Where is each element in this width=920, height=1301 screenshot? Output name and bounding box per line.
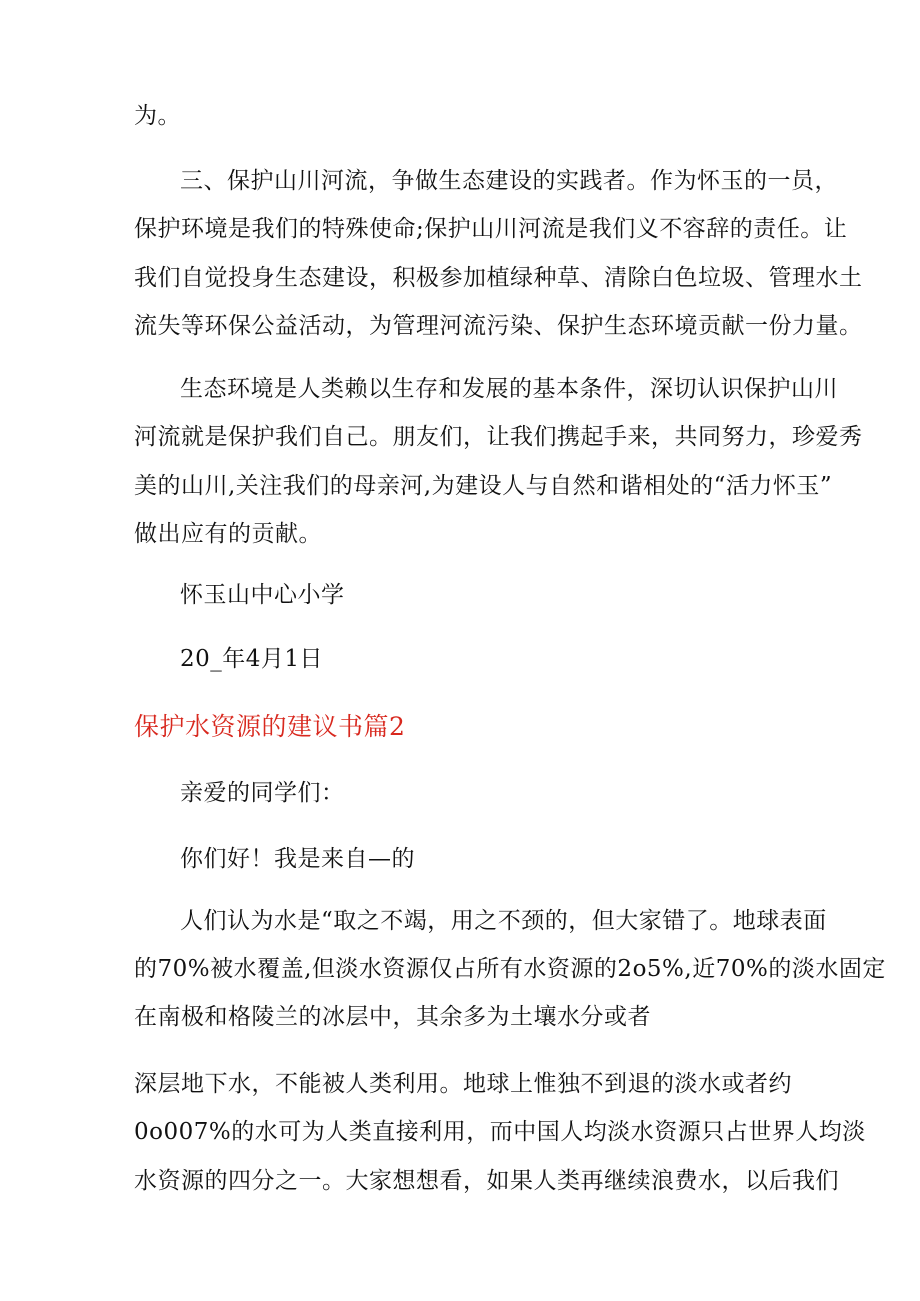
paragraph-line: 0o007%的水可为人类直接利用，而中国人均淡水资源只占世界人均淡 [134, 1119, 866, 1145]
paragraph-tail-line: 为。 [134, 103, 181, 129]
signature-school: 怀玉山中心小学 [180, 582, 345, 608]
paragraph-line: 水资源的四分之一。大家想想看，如果人类再继续浪费水，以后我们 [134, 1168, 839, 1194]
paragraph-line: 三、保护山川河流，争做生态建设的实践者。作为怀玉的一员， [180, 168, 838, 194]
paragraph-line: 美的山川,关注我们的母亲河,为建设人与自然和谐相处的“活力怀玉” [134, 473, 833, 499]
paragraph-line: 我们自觉投身生态建设，积极参加植绿种草、清除白色垃圾、管理水土 [134, 265, 863, 291]
salutation: 亲爱的同学们： [180, 780, 345, 806]
greeting: 你们好！我是来自—的 [180, 846, 415, 872]
paragraph-line: 人们认为水是“取之不竭，用之不颈的，但大家错了。地球表面 [180, 908, 827, 934]
paragraph-line: 在南极和格陵兰的冰层中，其余多为土壤水分或者 [134, 1004, 651, 1030]
paragraph-line: 河流就是保护我们自己。朋友们，让我们携起手来，共同努力，珍爱秀 [134, 424, 863, 450]
section-heading: 保护水资源的建议书篇2 [134, 712, 406, 741]
paragraph-line: 生态环境是人类赖以生存和发展的基本条件，深切认识保护山川 [180, 376, 838, 402]
paragraph-line: 保护环境是我们的特殊使命;保护山川河流是我们义不容辞的责任。让 [134, 216, 848, 242]
signature-date: 20_年4月1日 [180, 646, 324, 672]
paragraph-line: 做出应有的贡献。 [134, 521, 322, 547]
paragraph-line: 深层地下水，不能被人类利用。地球上惟独不到退的淡水或者约 [134, 1071, 792, 1097]
paragraph-line: 的70%被水覆盖,但淡水资源仅占所有水资源的2o5%,近70%的淡水固定 [134, 956, 886, 982]
paragraph-line: 流失等环保公益活动，为管理河流污染、保护生态环境贡献一份力量。 [134, 313, 863, 339]
